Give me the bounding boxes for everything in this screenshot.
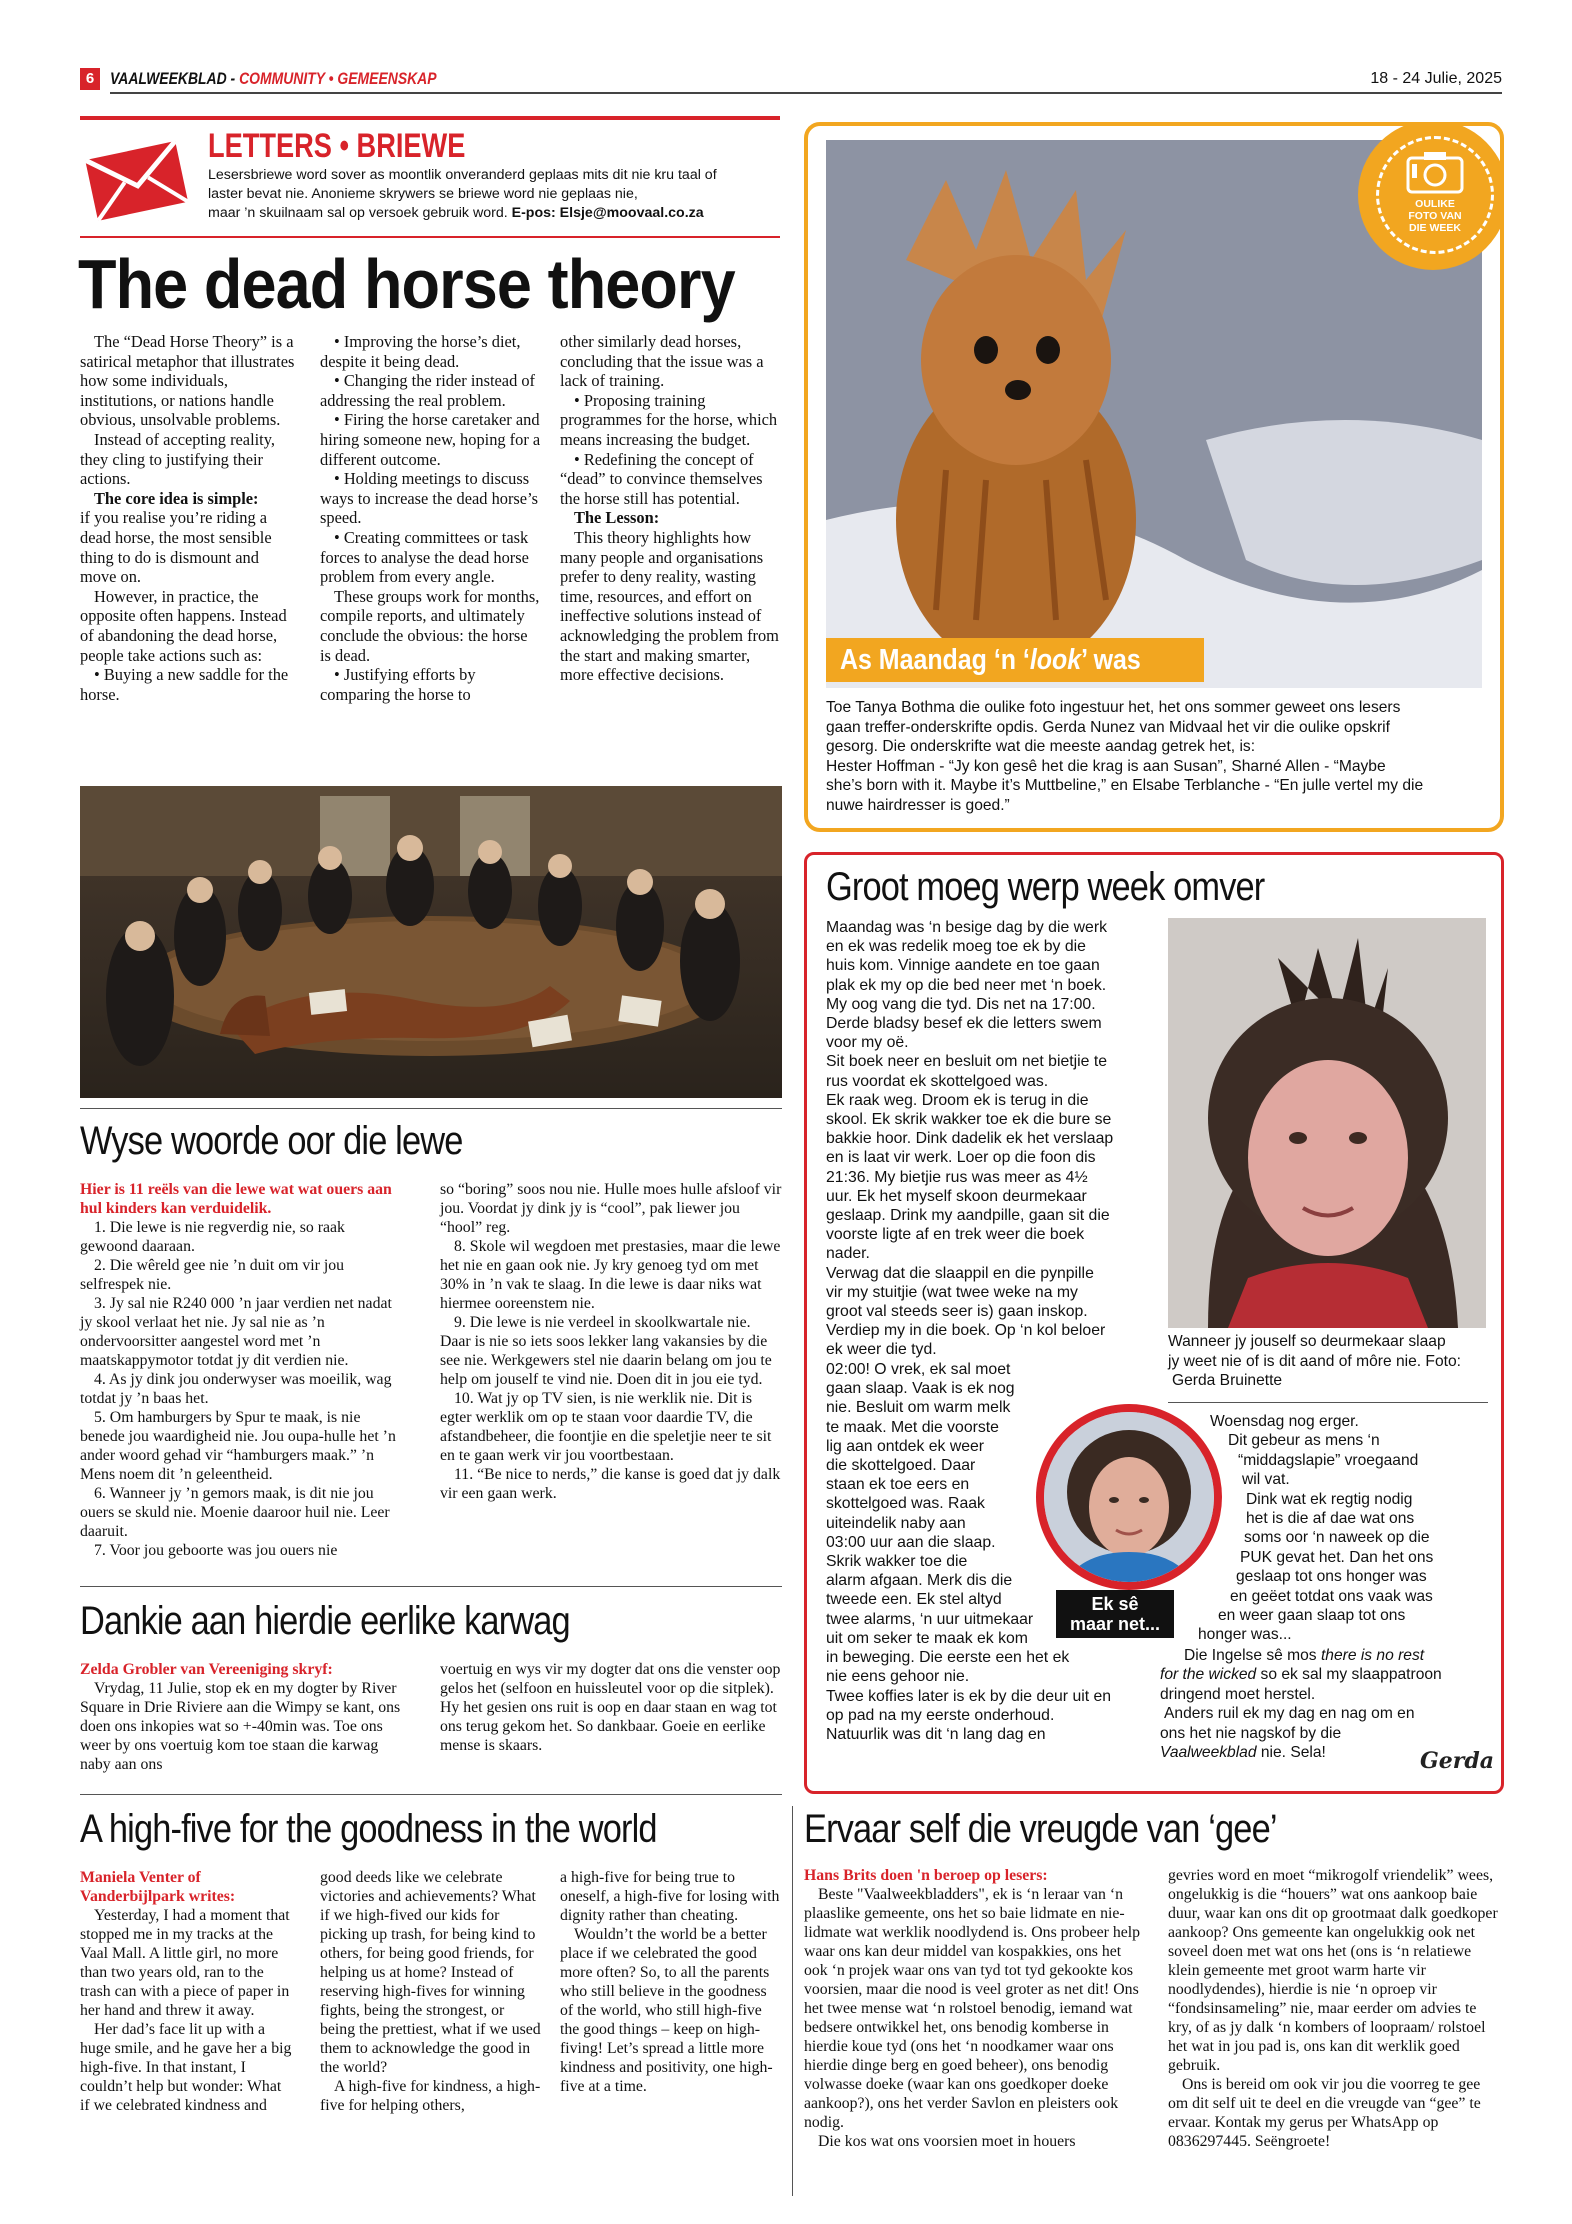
dh-para: • Creating committees or task forces to analyse the dead horse problem from every angle. — [320, 527, 529, 587]
gm-line: 21:36. My bietjie rus was meer as 4½ — [826, 1168, 1088, 1186]
gm-line: op pad na my eerste onderhoud. — [826, 1706, 1055, 1724]
dh-para: This theory highlights how many people and organisations prefer to deny reality, wasting time, resources, and effort on ineffective solutions instead of acknowledging the problem from the start and making smarter, more effective decisions. — [560, 527, 779, 685]
pw-line: she’s born with it. Maybe it’s Muttbeline,” en Elsabe Terblanche - “En julle vertel my die — [826, 777, 1424, 795]
letters-email[interactable]: E-pos: Elsje@moovaal.co.za — [511, 205, 704, 221]
wyse-col2 — [440, 1180, 782, 1503]
signature: Gerda — [1420, 1748, 1495, 1774]
gm-italic: for the wicked — [1160, 1666, 1257, 1684]
gm-line: bakkie hoor. Dink dadelik ek het verslaap — [826, 1130, 1114, 1148]
woman-illustration — [1168, 918, 1486, 1328]
gm-line: Dit gebeur as mens ‘n — [1228, 1432, 1380, 1450]
gm-line: het is die af dae wat ons — [1246, 1510, 1415, 1528]
gm-line: uur. Ek het myself skoon deurmekaar — [826, 1187, 1087, 1205]
envelope-icon — [80, 128, 192, 228]
hf-para: Her dad’s face lit up with a huge smile, and he gave her a big high-five. In that instant, I couldn’t help but wonder: What if we celebrated kindness and — [80, 2021, 292, 2114]
gm-line: Skrik wakker toe die — [826, 1553, 968, 1571]
gm-paper: Vaalweekblad — [1160, 1744, 1257, 1762]
wyse-rule: 8. Skole wil wegdoen met prestasies, maar die lewe het nie en gaan ook nie. Jy kry genoeg tyd om met 30% in ’n vak te slaag. In die lewe is daar niks wat hiermee ooreenstem nie. — [440, 1238, 781, 1312]
dead-horse-photo — [80, 786, 782, 1098]
dankie-para: voertuig en wys vir my dogter dat ons die venster oop gelos het (selfoon en huissleutel voor op die sitplek). Hy het gesien ons ruit is oop en daar staan en wag tot ons terug gekom het. So dankbaar. Goeie en eerlike mense is skaars. — [440, 1661, 781, 1754]
pw-line: Hester Hoffman - “Jy kon gesê het die krag is aan Susan”, Sharné Allen - “Maybe — [826, 757, 1386, 775]
groot-moeg-col1b — [826, 1360, 1056, 1629]
high-five-col1 — [80, 1868, 294, 2115]
dead-horse-col2 — [320, 332, 542, 704]
wyse-rule: so “boring” soos nou nie. Hulle moes hulle afsloof vir jou. Voordat jy dink jy is “cool”, pak liewer jou “hool” reg. — [440, 1181, 782, 1236]
gm-line: geslaap. Drink my aandpille, gaan sit die — [826, 1207, 1110, 1225]
dh-para: • Redefining the concept of “dead” to convince themselves the horse still has potential. — [560, 449, 763, 508]
gm-line: Verwag dat die slaappil en die pynpille — [826, 1264, 1094, 1282]
gm-text: so ek sal my slaappatroon — [1256, 1666, 1442, 1684]
ervaar-col1 — [804, 1866, 1148, 2151]
photo-of-week-box — [804, 122, 1504, 832]
letters-desc-line1: Lesersbriewe word sover as moontlik onveranderd geplaas mits dit nie kru taal of — [208, 167, 717, 183]
masthead-section: COMMUNITY • GEMEENSKAP — [239, 69, 437, 88]
wyse-rule: 10. Wat jy op TV sien, is nie werklik nie. Dit is egter werklik om op te staan voor daardie TV, die afstandbeheer, die foontjie en die speletjie neer te sit en te gaan werk vir jou voortbestaan. — [440, 1390, 772, 1464]
badge-line: FOTO VAN — [1408, 210, 1462, 222]
pw-line: gaan treffer-onderskrifte opdis. Gerda Nunez van Midvaal het vir die oulike opskrif — [826, 718, 1390, 736]
high-five-title: A high-five for the goodness in the world — [80, 1807, 657, 1851]
wyse-rule: 6. Wanneer jy ’n gemors maak, is dit nie jou ouers se skuld nie. Moenie daaroor huil nie. Leer daaruit. — [80, 1485, 390, 1540]
masthead — [80, 66, 1502, 94]
gm-line: Maandag was ‘n besige dag by die werk — [826, 919, 1108, 936]
gm-line: vir my stuitjie (wat twee weke na my — [826, 1283, 1078, 1301]
wyse-rule: 7. Voor jou geboorte was jou ouers nie — [94, 1542, 338, 1559]
section-rule — [80, 1586, 782, 1587]
gm-line: huis kom. Vinnige aandete en toe gaan — [826, 957, 1100, 975]
gm-line: skottelgoed was. Raak — [826, 1495, 985, 1513]
gm-line: nie. Besluit om warm melk — [826, 1399, 1011, 1417]
groot-moeg-title: Groot moeg werp week omver — [826, 865, 1265, 909]
badge-line: maar net... — [1069, 1614, 1161, 1634]
gm-line: wil vat. — [1242, 1471, 1290, 1489]
dh-para: • Changing the rider instead of addressing the real problem. — [320, 371, 536, 410]
hf-para: Yesterday, I had a moment that stopped me in my tracks at the Vaal Mall. A little girl, no more than two years old, ran to the trash can with a piece of paper in her hand and threw it away. — [80, 1907, 290, 2019]
badge-line: Ek sê — [1091, 1594, 1139, 1614]
wyse-rule: 2. Die wêreld gee nie ’n duit om vir jou selfrespek nie. — [80, 1257, 345, 1293]
hf-para: a high-five for being true to oneself, a high-five for losing with dignity rather than cheating. — [560, 1869, 780, 1924]
gm-line: My oog vang die tyd. Dis net na 17:00. — [826, 995, 1096, 1013]
dead-horse-title: The dead horse theory — [78, 245, 735, 323]
ervaar-para: gevries word en moet “mikrogolf vriendelik” wees, ongelukkig is die “houers” wat ons aankoop baie duur, waar kan ons dit op grootmaat dalk goedkoper aankoop? Ons gemeente kan ongelukkig ook net soveel doen met wat ons het (ons is ‘n relatiewe klein gemeente met groot warm harte vir noodlydendes), hierdie is nie ‘n oproep vir “fondsinsameling” nie, maar eerder om advies te kry, of as jy dalk ‘n kombers of loopraam/ rolstoel het wat in jou pad is, ons kan dit werklik goed gebruik. — [1168, 1867, 1498, 2074]
gm-line: twee alarms, ‘n uur uitmekaar — [826, 1610, 1034, 1628]
meeting-illustration — [80, 786, 782, 1098]
dh-para: • Justifying efforts by comparing the horse to — [320, 665, 476, 704]
columnist-illustration — [1044, 1412, 1214, 1582]
dh-para: • Holding meetings to discuss ways to increase the dead horse’s speed. — [320, 469, 539, 528]
badge-line: DIE WEEK — [1409, 222, 1461, 234]
paper-name: VAALWEEKBLAD — [110, 69, 227, 88]
gm-line: te maak. Met die voorste — [826, 1418, 999, 1436]
gm-line: staan ek toe eers en — [826, 1476, 970, 1494]
dankie-para: Vrydag, 11 Julie, stop ek en my dogter by River Square in Drie Riviere aan die Wimpy se kant, ons doen ons inkopies wat so +-40min was. Toe ons weer by ons voertuig kom toe staan die karwag naby aan ons — [80, 1680, 401, 1773]
gm-line: dringend moet herstel. — [1160, 1685, 1316, 1703]
caption-rule — [1168, 1402, 1488, 1403]
ervaar-title: Ervaar self die vreugde van ‘gee’ — [804, 1807, 1277, 1851]
hf-para: A high-five for kindness, a high-five for helping others, — [320, 2078, 541, 2114]
wyse-rule: 9. Die lewe is nie verdeel in skoolkwartale nie. Daar is nie so iets soos lekker lang vakansies by die see nie. Werkgewers stel nie daarin belang om jou te help om jouself te vind nie. Doen dit in jou eie tyd. — [440, 1314, 772, 1388]
gm-line: Ek raak weg. Droom ek is terug in die — [826, 1091, 1089, 1109]
wyse-rule: 3. Jy sal nie R240 000 ’n jaar verdien net nadat jy skool verlaat het nie. Jy sal nie as ’n ondervoorsitter aangestel word met ’n maatskappymotor totdat jy dit verdien nie. — [80, 1295, 392, 1369]
dankie-col1 — [80, 1660, 410, 1774]
gm-line: in beweging. Die eerste een het ek — [826, 1649, 1070, 1667]
section-rule — [80, 1794, 782, 1795]
gm-line: Anders ruil ek my dag en nag om en — [1164, 1705, 1415, 1723]
pw-line: gesorg. Die onderskrifte wat die meeste aandag getrek het, is: — [826, 738, 1256, 756]
banner-top-rule — [80, 116, 780, 120]
dh-para: Instead of accepting reality, they cling to justifying their actions. — [80, 429, 275, 489]
gm-line: rus voordat ek skottelgoed was. — [826, 1072, 1049, 1090]
dh-para: • Proposing training programmes for the horse, which means increasing the budget. — [560, 390, 778, 449]
dankie-intro: Zelda Grobler van Vereeniging skryf: — [80, 1661, 333, 1678]
gm-ingelse — [1160, 1646, 1500, 1665]
ek-se-badge — [1056, 1590, 1174, 1638]
woman-photo — [1168, 918, 1486, 1328]
gm-text: nie. Sela! — [1256, 1744, 1326, 1762]
gm-text: Die Ingelse sê mos — [1184, 1647, 1321, 1664]
wyse-title: Wyse woorde oor die lewe — [80, 1119, 463, 1163]
letters-desc-line2: laster bevat nie. Anonieme skrywers se briewe word nie geplaas nie, — [208, 186, 638, 202]
masthead-rule — [110, 92, 1502, 94]
groot-moeg-col1c — [826, 1629, 1166, 1744]
gm-line: Sit boek neer en besluit om net bietjie te — [826, 1053, 1108, 1071]
gm-line: lig aan ontdek ek weer — [826, 1437, 985, 1455]
high-five-col3 — [560, 1868, 782, 2096]
dh-para: if you realise you’re riding a dead horse, the most sensible thing to do is dismount and move on. — [80, 508, 272, 587]
gm-line: Verdiep my in die boek. Op ‘n kol beloer — [826, 1322, 1106, 1340]
gm-ingelse-2 — [1160, 1665, 1500, 1684]
dh-para: These groups work for months, compile reports, and ultimately conclude the obvious: the horse is dead. — [320, 586, 540, 665]
gm-line: Natuurlik was dit ‘n lang dag en — [826, 1726, 1046, 1744]
gm-line: honger was... — [1198, 1626, 1292, 1644]
pw-line: Toe Tanya Bothma die oulike foto ingestuur het, het ons sommer geweet ons lesers — [826, 699, 1401, 716]
gm-line: Dink wat ek regtig nodig — [1246, 1490, 1413, 1508]
wyse-intro: Hier is 11 reëls van die lewe wat wat ouers aan hul kinders kan verduidelik. — [80, 1181, 392, 1217]
gm-line: 03:00 uur aan die slaap. — [826, 1533, 996, 1551]
badge-text — [1376, 198, 1494, 234]
masthead-title — [110, 68, 437, 90]
gm-line: plak ek my op die bed neer met ‘n boek. — [826, 976, 1107, 994]
photo-week-caption-banner — [826, 638, 1204, 682]
caption-line: jy weet nie of is dit aand of môre nie. Foto: — [1168, 1352, 1461, 1370]
ervaar-intro: Hans Brits doen 'n beroep op lesers: — [804, 1867, 1048, 1884]
dh-core-idea: The core idea is simple: — [94, 488, 259, 508]
wyse-rule: 1. Die lewe is nie regverdig nie, so raak gewoond daaraan. — [80, 1219, 345, 1255]
gm-line: uiteindelik naby aan — [826, 1514, 966, 1532]
gm-line: geslaap tot ons honger was — [1236, 1568, 1427, 1586]
badge-line: OULIKE — [1415, 198, 1455, 210]
gm-line: nader. — [826, 1245, 870, 1263]
gm-line: soms oor ‘n naweek op die — [1244, 1529, 1430, 1547]
issue-date: 18 - 24 Julie, 2025 — [1370, 70, 1502, 87]
camera-icon — [1406, 150, 1464, 194]
ervaar-para: Beste "Vaalweekbladders", ek is ‘n leraar van ‘n plaaslike gemeente, ons het so baie lidmate en nie-lidmate wat werklik noodlydend is. Ons probeer help waar ons kan deur middel van kospakkies, ons het ook ‘n projek waar ons van tyd tot tyd gekookte kos voorsien, maar die nood is veel groter as net dit! Ons het twee mense wat ‘n rolstoel benodig, iemand wat bedsere ontwikkel het, ons benodig komberse in hierdie koue tyd (ons het ‘n noodkamer waar ons hierdie dinge berg en goed beheer), ons benodig volwasse doeke (waar kan ons goedkoper doeke aankoop?), ons het verder Savlon en pleisters ook nodig. — [804, 1886, 1141, 2131]
gm-line: groot val steeds seer is) gaan inskop. — [826, 1303, 1088, 1321]
gm-line: uit om seker te maak ek kom — [826, 1630, 1028, 1647]
groot-moeg-right-b — [1160, 1646, 1500, 1762]
dankie-title: Dankie aan hierdie eerlike karwag — [80, 1599, 570, 1643]
gm-italic: there is no rest — [1320, 1647, 1425, 1664]
photo-week-text — [826, 698, 1486, 816]
wyse-col1 — [80, 1180, 404, 1560]
columnist-photo — [1044, 1412, 1214, 1582]
caption-post: ’ was — [1081, 644, 1141, 676]
section-rule — [80, 1108, 782, 1109]
page-number: 6 — [80, 68, 100, 90]
caption-line: Gerda Bruinette — [1172, 1372, 1283, 1390]
dh-para: However, in practice, the opposite often happens. Instead of abandoning the dead horse, people take actions such as: — [80, 586, 287, 665]
gm-line: ek weer die tyd. — [826, 1341, 937, 1359]
gm-line: Twee koffies later is ek by die deur uit en — [826, 1687, 1112, 1705]
hf-para: good deeds like we celebrate victories and achievements? What if we high-fived our kids for picking up trash, for being kind to others, for being good friends, for helping us at home? Instead of reserving high-fives for winning fights, being the strongest, or being the prettiest, what if we used them to acknowledge the good in the world? — [320, 1869, 541, 2076]
caption-italic: look — [1029, 644, 1082, 676]
masthead-sep: - — [226, 69, 240, 88]
banner-bottom-rule — [80, 236, 780, 238]
gm-line: ons het nie nagskof by die — [1160, 1724, 1342, 1742]
groot-moeg-col1 — [826, 918, 1156, 1360]
dh-para: • Improving the horse’s diet, despite it being dead. — [320, 332, 521, 371]
letters-description — [208, 166, 780, 223]
gm-line: “middagslapie” vroegaand — [1238, 1451, 1419, 1469]
caption-line: Wanneer jy jouself so deurmekaar slaap — [1168, 1333, 1446, 1350]
gm-line: alarm afgaan. Merk dis die — [826, 1572, 1013, 1590]
dead-horse-col1 — [80, 332, 298, 704]
gm-line: Woensdag nog erger. — [1210, 1413, 1359, 1430]
gm-line: skool. Ek skrik wakker toe ek die bure se — [826, 1111, 1112, 1129]
wyse-rule: 4. As jy dink jou onderwyser was moeilik, wag totdat jy ’n baas het. — [80, 1371, 392, 1407]
groot-moeg-right — [1190, 1412, 1490, 1645]
gm-line: PUK gevat het. Dan het ons — [1240, 1548, 1434, 1566]
high-five-col2 — [320, 1868, 542, 2115]
gm-line: tweede een. Ek stel altyd — [826, 1591, 1002, 1609]
letters-desc-line3: maar ’n skuilnaam sal op versoek gebruik word. — [208, 205, 508, 221]
dh-para: other similarly dead horses, concluding that the issue was a lack of training. — [560, 332, 764, 391]
letters-title: LETTERS • BRIEWE — [208, 127, 466, 165]
pw-line: nuwe hairdresser is goed.” — [826, 796, 1010, 814]
gm-line: die skottelgoed. Daar — [826, 1457, 976, 1475]
ervaar-col2 — [1168, 1866, 1502, 2151]
dh-para: • Firing the horse caretaker and hiring someone new, hoping for a different outcome. — [320, 410, 541, 469]
caption-pre: As Maandag ‘n ‘ — [840, 644, 1030, 676]
gm-line: en ek was redelik moeg toe ek by die — [826, 938, 1086, 956]
dh-lesson: The Lesson: — [574, 508, 660, 528]
gm-line: en weer gaan slaap tot ons — [1218, 1607, 1406, 1625]
dh-para: • Buying a new saddle for the horse. — [80, 665, 289, 704]
hf-para: Wouldn’t the world be a better place if we celebrated the good more often? So, to all the parents who still believe in the goodness of the world, who still high-five the good things – keep on high-fiving! Let’s spread a little more kindness and positivity, one high-five at a time. — [560, 1926, 773, 2095]
dh-para: The “Dead Horse Theory” is a satirical metaphor that illustrates how some individuals, institutions, or nations handle obvious, unsolvable problems. — [80, 332, 295, 430]
gm-line: nie eens gehoor nie. — [826, 1668, 970, 1686]
woman-photo-caption — [1168, 1332, 1498, 1391]
gm-line: en geëet totdat ons vaak was — [1230, 1587, 1433, 1605]
dead-horse-col3 — [560, 332, 782, 685]
gm-line: Derde bladsy besef ek die letters swem — [826, 1015, 1102, 1033]
gm-line: 02:00! O vrek, ek sal moet — [826, 1361, 1011, 1378]
wyse-rule: 11. “Be nice to nerds,” die kanse is goed dat jy dalk vir een gaan werk. — [440, 1466, 781, 1502]
gm-line: gaan slaap. Vaak is ek nog — [826, 1380, 1015, 1398]
gm-line: voor my oë. — [826, 1034, 909, 1052]
dankie-col2 — [440, 1660, 782, 1755]
letters-banner — [80, 116, 780, 242]
ervaar-para: Ons is bereid om ook vir jou die voorreg te gee om dit self uit te deel en die vreugde van “gee” te ervaar. Kontak my gerus per WhatsApp op 0836297445. Seëngroete! — [1168, 2076, 1481, 2150]
column-divider — [792, 1806, 793, 2196]
wyse-rule: 5. Om hamburgers by Spur te maak, is nie benede jou waardigheid nie. Jou oupa-hulle het ’n ander woord gehad vir “hamburgers maak.” ’n Mens noem dit ’n geleentheid. — [80, 1409, 396, 1483]
gm-line: voorste ligte af en trek weer die boek — [826, 1226, 1085, 1244]
gm-line: en is laat vir werk. Loer op die foon dis — [826, 1149, 1096, 1167]
ervaar-para: Die kos wat ons voorsien moet in houers — [818, 2133, 1076, 2150]
high-five-intro: Maniela Venter of Vanderbijlpark writes: — [80, 1869, 236, 1905]
